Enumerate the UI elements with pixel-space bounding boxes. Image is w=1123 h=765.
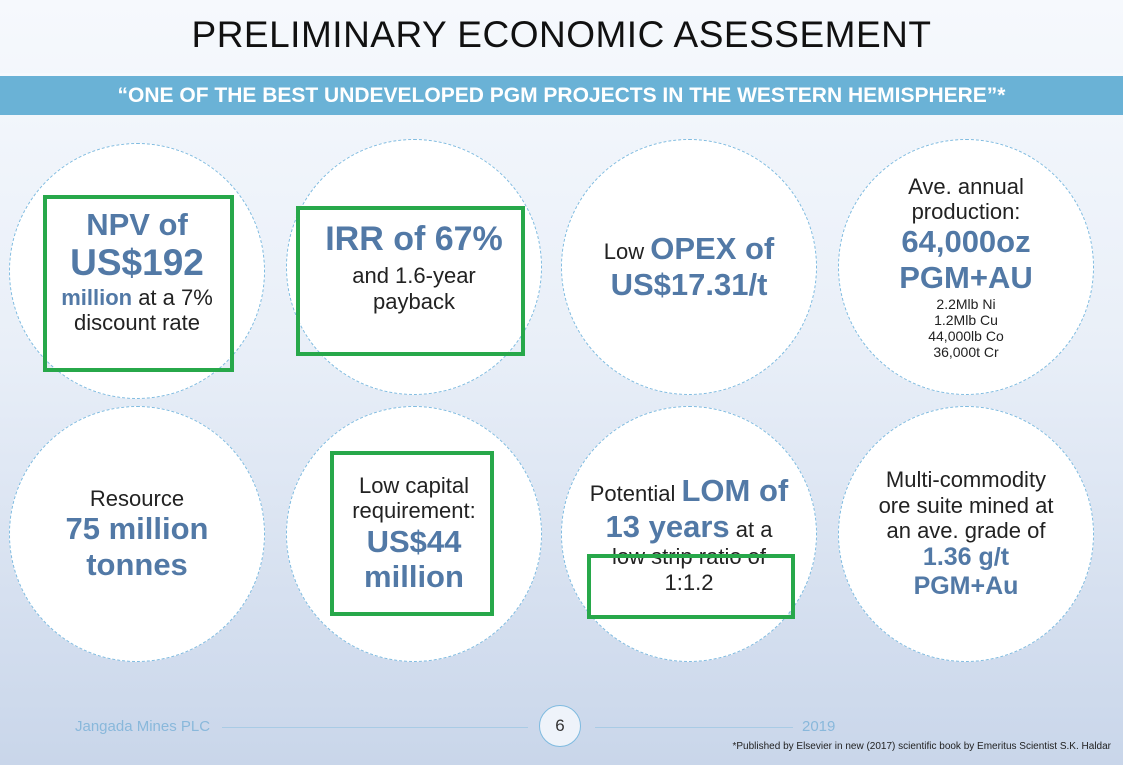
capital-unit: million bbox=[364, 559, 464, 595]
production-value: 64,000oz bbox=[901, 224, 1031, 260]
opex-circle bbox=[561, 139, 817, 395]
npv-discount-label: discount rate bbox=[74, 310, 200, 336]
irr-value: IRR of 67% bbox=[325, 220, 503, 259]
resource-value: 75 million bbox=[65, 511, 209, 546]
npv-unit: million bbox=[61, 284, 133, 310]
npv-rate: at a 7% bbox=[132, 284, 213, 310]
production-commodity: PGM+AU bbox=[899, 260, 1033, 296]
production-label-2: production: bbox=[911, 199, 1021, 225]
lom-strip-label: low strip ratio of bbox=[611, 544, 767, 570]
commodity-label-2: ore suite mined at bbox=[878, 492, 1054, 518]
footer-divider-right bbox=[595, 727, 793, 728]
commodity-metals: PGM+Au bbox=[913, 571, 1019, 600]
lom-highlight-box bbox=[587, 554, 795, 619]
commodity-label: Multi-commodity bbox=[885, 467, 1047, 493]
capital-label-2: requirement: bbox=[352, 498, 476, 524]
page-title: PRELIMINARY ECONOMIC ASESSEMENT bbox=[191, 14, 932, 55]
commodity-label-3: an ave. grade of bbox=[886, 517, 1046, 543]
irr-payback-label: payback bbox=[373, 288, 455, 314]
resource-label: Resource bbox=[89, 485, 185, 511]
footer-year: 2019 bbox=[802, 718, 836, 735]
opex-prefix: Low bbox=[603, 239, 651, 265]
production-detail: 36,000t Cr bbox=[933, 344, 999, 361]
lom-strip-ratio: 1:1.2 bbox=[664, 569, 714, 595]
production-label: Ave. annual bbox=[908, 173, 1024, 199]
company-name: Jangada Mines PLC bbox=[75, 718, 211, 735]
production-detail: 1.2Mlb Cu bbox=[934, 311, 998, 328]
footer-divider-left bbox=[222, 727, 528, 728]
capital-highlight-box bbox=[330, 451, 494, 616]
commodity-grade: 1.36 g/t bbox=[922, 543, 1010, 572]
lom-suffix: at a bbox=[729, 516, 773, 542]
opex-label: OPEX of bbox=[650, 231, 775, 267]
resource-circle bbox=[9, 406, 265, 662]
irr-payback: and 1.6-year bbox=[352, 263, 476, 289]
lom-circle bbox=[561, 406, 817, 662]
production-detail: 44,000lb Co bbox=[928, 327, 1004, 344]
resource-unit: tonnes bbox=[86, 546, 188, 582]
irr-highlight-box bbox=[296, 206, 525, 356]
lom-label: LOM of bbox=[681, 473, 789, 509]
lom-value: 13 years bbox=[605, 508, 730, 544]
npv-value: US$192 bbox=[70, 242, 204, 284]
commodity-circle bbox=[838, 406, 1094, 662]
production-circle bbox=[838, 139, 1094, 395]
npv-label: NPV of bbox=[86, 206, 188, 242]
npv-highlight-box bbox=[43, 195, 234, 372]
footnote: *Published by Elsevier in new (2017) scientific book by Emeritus Scientist S.K. Haldar bbox=[732, 741, 1111, 752]
quote-banner: “ONE OF THE BEST UNDEVELOPED PGM PROJECTS IN THE WESTERN HEMISPHERE”* bbox=[0, 73, 1123, 115]
production-detail: 2.2Mlb Ni bbox=[936, 295, 996, 312]
capital-value: US$44 bbox=[366, 523, 462, 559]
page-number: 6 bbox=[539, 705, 581, 747]
capital-label: Low capital bbox=[358, 473, 470, 499]
lom-prefix: Potential bbox=[589, 481, 682, 507]
opex-value: US$17.31/t bbox=[610, 267, 768, 302]
